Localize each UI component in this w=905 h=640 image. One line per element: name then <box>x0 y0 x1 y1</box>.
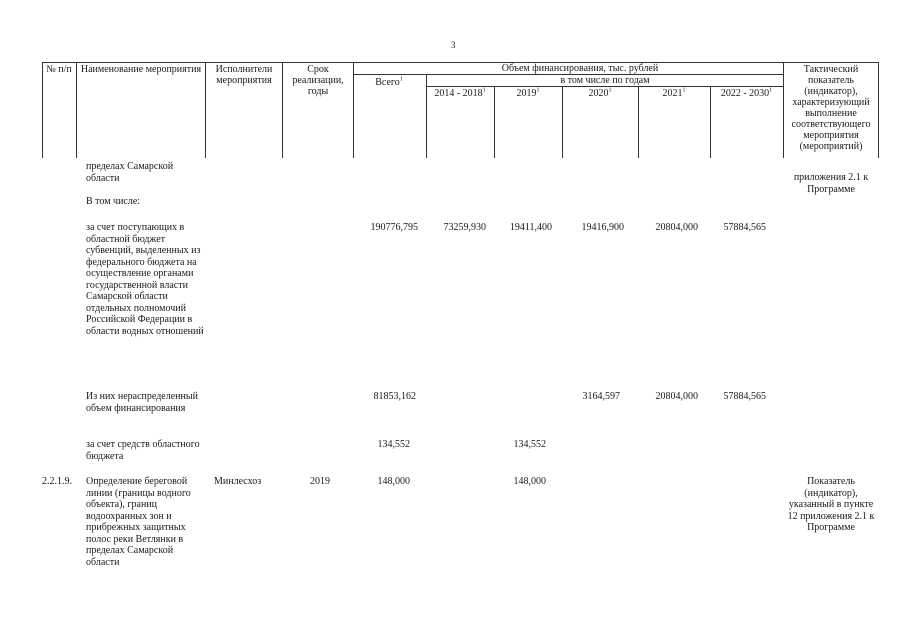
header-funding: Объем финансирования, тыс. рублей <box>501 63 659 74</box>
row-total: 81853,162 <box>373 391 416 402</box>
row-2020: 3164,597 <box>582 391 620 402</box>
row-name: за счет средств областного бюджета <box>86 439 200 462</box>
row-2019: 19411,400 <box>509 222 552 233</box>
header-year-2014-2018: 2014 - 2018$^1$ <box>434 87 486 99</box>
row-total: 190776,795 <box>370 222 418 233</box>
header-term: Срок реализации, годы <box>292 64 344 97</box>
item-name: Определение береговой линии (границы водного объекта), границ водоохранных зон и прибрежных защитных полос реки Ветлянки в пределах Самарской области <box>86 476 191 568</box>
continuation-name: пределах Самарской области <box>86 161 174 184</box>
row-2020: 19416,900 <box>581 222 624 233</box>
item-term: 2019 <box>310 476 330 487</box>
including-label: В том числе: <box>86 196 141 207</box>
header-including: в том числе по годам <box>560 75 650 86</box>
item-total: 148,000 <box>377 476 410 487</box>
item-2019: 148,000 <box>513 476 546 487</box>
page-number: 3 <box>451 40 456 50</box>
header-indicator: Тактический показатель (индикатор), характеризующий выполнение соответствующего мероприятия (мероприятий) <box>791 64 871 152</box>
row-name: Из них нераспределенный объем финансирования <box>86 391 198 414</box>
header-year-2022-2030: 2022 - 2030$^1$ <box>720 87 773 99</box>
row-total: 134,552 <box>377 439 410 450</box>
header-year-2019: 2019$^1$ <box>516 87 540 99</box>
header-total: Всего$^1$ <box>375 76 403 88</box>
item-executor: Минлесхоз <box>214 476 262 487</box>
item-indicator: Показатель (индикатор), указанный в пункте 12 приложения 2.1 к Программе <box>787 476 875 533</box>
header-executor: Исполнители мероприятия <box>215 64 273 86</box>
header-year-2021: 2021$^1$ <box>662 87 686 99</box>
row-2022-2030: 57884,565 <box>723 391 766 402</box>
row-2021: 20804,000 <box>655 391 698 402</box>
item-number: 2.2.1.9. <box>42 476 72 487</box>
header-year-2020: 2020$^1$ <box>588 87 612 99</box>
header-num: № п/п <box>46 64 72 75</box>
row-name: за счет поступающих в областной бюджет субвенций, выделенных из федерального бюджета на осуществление органами государственной власти Самарской области отдельных полномочий Российской Федерации в области водных отношений <box>86 222 204 337</box>
row-2014-2018: 73259,930 <box>443 222 486 233</box>
continuation-indicator: приложения 2.1 к Программе <box>793 172 869 195</box>
row-2019: 134,552 <box>513 439 546 450</box>
row-2022-2030: 57884,565 <box>723 222 766 233</box>
header-name: Наименование мероприятия <box>80 64 202 75</box>
row-2021: 20804,000 <box>655 222 698 233</box>
